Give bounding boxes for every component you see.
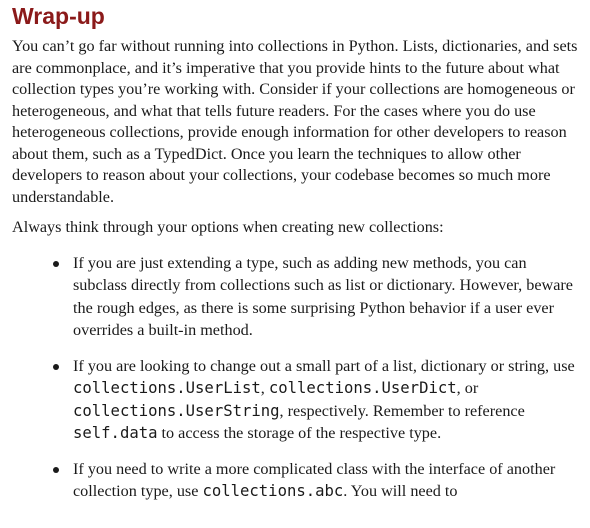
document-page	[12, 0, 580, 516]
code-userstring: collections.UserString	[73, 401, 280, 420]
list-item-text: . You will need to	[343, 482, 458, 500]
intro-paragraph: You can’t go far without running into collections in Python. Lists, dictionaries, and sets are commonplace, and it’s imperative that you provide hints to the future about what collection types you’re working with. Consider if your collections are homogeneous or heterogeneous, and what that tells future readers. For the cases where you do use heterogeneous collections, provide enough information for other developers to reason about them, such as a TypedDict. Once you learn the techniques to allow other developers to reason about your collections, your codebase becomes so much more understandable.	[12, 37, 578, 206]
list-item	[53, 252, 580, 342]
list-item-text: If you are looking to change out a small part of a list, dictionary or string, use	[73, 356, 575, 375]
lead-paragraph: Always think through your options when creating new collections:	[12, 218, 444, 236]
list-item	[53, 355, 580, 445]
code-userlist: collections.UserList	[73, 379, 261, 397]
section-title: Wrap-up	[12, 3, 105, 29]
list-item-text: , or	[456, 379, 479, 397]
code-collections-abc: collections.abc	[202, 482, 344, 500]
list-item-text: If you need to write a more complicated class with the interface of another collection type, use	[73, 459, 556, 500]
bullet-icon	[53, 364, 59, 370]
list-item-text: to access the storage of the respective type.	[157, 424, 442, 442]
bullet-icon	[53, 467, 59, 473]
options-list	[12, 252, 580, 503]
code-self-data: self.data	[73, 424, 158, 442]
list-item-text: , respectively. Remember to reference	[279, 401, 525, 420]
code-userdict: collections.UserDict	[268, 379, 457, 397]
bullet-icon	[53, 261, 59, 267]
list-item-text: ,	[260, 379, 269, 397]
list-item	[53, 458, 580, 503]
list-item-text: If you are just extending a type, such as adding new methods, you can subclass directly from collections such as list or dictionary. However, beware the rough edges, as there is some surprising Python behavior if a user ever overrides a built-in method.	[73, 253, 573, 339]
